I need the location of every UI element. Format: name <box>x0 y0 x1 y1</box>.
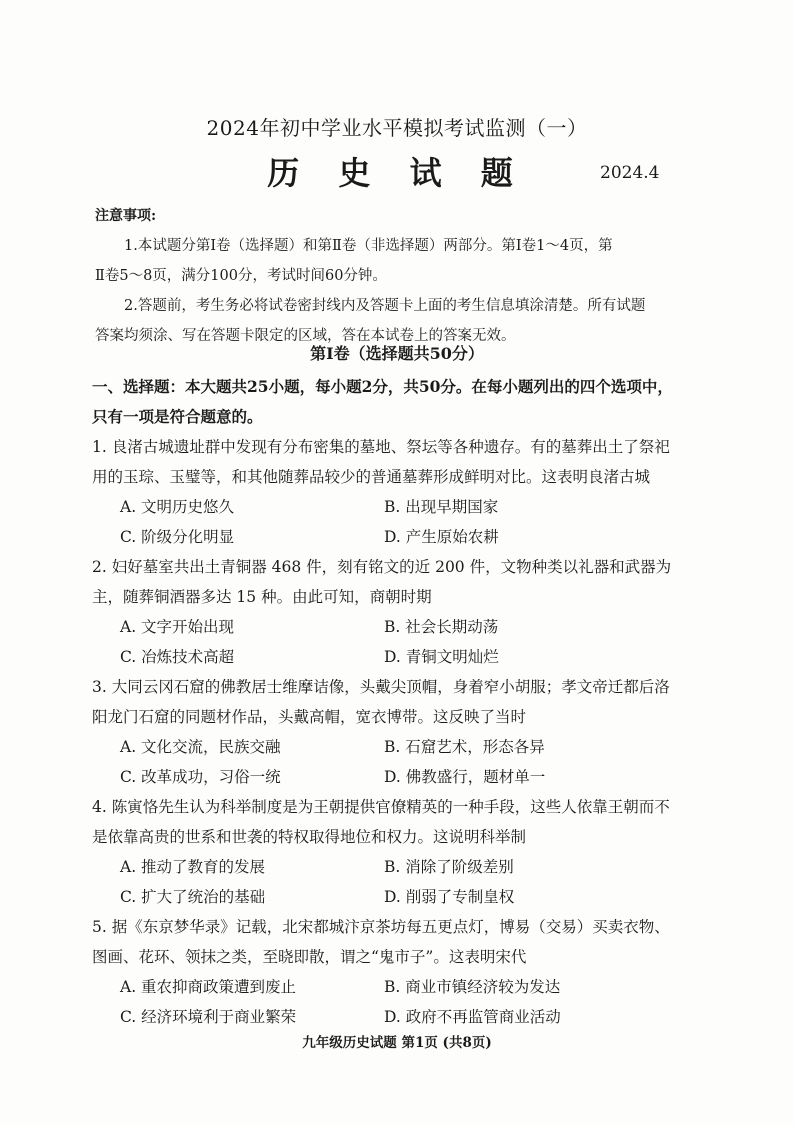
part-intro-line-2: 只有一项是符合题意的。 <box>92 407 263 426</box>
option-a: A. 文化交流，民族交融 <box>120 738 281 756</box>
option-c: C. 改革成功，习俗一统 <box>120 768 281 786</box>
option-c: C. 经济环境利于商业繁荣 <box>120 1008 297 1026</box>
question-list <box>92 432 722 1032</box>
question-stem-line: 4. 陈寅恪先生认为科举制度是为王朝提供官僚精英的一种手段，这些人依靠王朝而不 <box>92 798 670 816</box>
exam-date: 2024.4 <box>600 163 660 183</box>
notice-item-2-line-2: 答案均须涂、写在答题卡限定的区域，答在本试卷上的答案无效。 <box>95 328 516 344</box>
question-stem-line: 1. 良渚古城遗址群中发现有分布密集的墓地、祭坛等各种遗存。有的墓葬出土了祭祀 <box>92 438 670 456</box>
option-b: B. 消除了阶级差别 <box>384 858 514 876</box>
question-5 <box>92 912 722 1032</box>
option-b: B. 出现早期国家 <box>384 498 499 516</box>
question-stem-line: 是依靠高贵的世系和世袭的特权取得地位和权力。这说明科举制 <box>92 828 527 846</box>
notice-block <box>95 201 715 351</box>
question-4 <box>92 792 722 912</box>
option-d: D. 青铜文明灿烂 <box>384 648 499 666</box>
option-a: A. 文字开始出现 <box>120 618 235 636</box>
option-d: D. 产生原始农耕 <box>384 528 499 546</box>
page-footer: 九年级历史试题 第1页 (共8页) <box>302 1035 492 1051</box>
option-c: C. 扩大了统治的基础 <box>120 888 266 906</box>
option-b: B. 石窟艺术，形态各异 <box>384 738 545 756</box>
question-stem-line: 主，随葬铜酒器多达 15 种。由此可知，商朝时期 <box>92 588 432 606</box>
option-grid <box>92 612 722 672</box>
option-a: A. 重农抑商政策遭到废止 <box>120 978 297 996</box>
option-b: B. 商业市镇经济较为发达 <box>384 978 561 996</box>
part-intro <box>92 372 722 432</box>
question-3 <box>92 672 722 792</box>
exam-title: 2024年初中学业水平模拟考试监测（一） <box>206 116 588 140</box>
option-a: A. 推动了教育的发展 <box>120 858 266 876</box>
option-b: B. 社会长期动荡 <box>384 618 499 636</box>
notice-item-2-line-1: 2.答题前，考生务必将试卷密封线内及答题卡上面的考生信息填涂清楚。所有试题 <box>124 298 646 314</box>
option-c: C. 阶级分化明显 <box>120 528 235 546</box>
question-stem-line: 3. 大同云冈石窟的佛教居士维摩诘像，头戴尖顶帽，身着窄小胡服；孝文帝迁都后洛 <box>92 678 670 696</box>
subject-title: 历 史 试 题 <box>267 154 527 192</box>
notice-item-1-line-1: 1.本试题分第Ⅰ卷（选择题）和第Ⅱ卷（非选择题）两部分。第Ⅰ卷1～4页，第 <box>124 238 613 254</box>
question-stem-line: 阳龙门石窟的同题材作品，头戴高帽，宽衣博带。这反映了当时 <box>92 708 527 726</box>
option-grid <box>92 492 722 552</box>
option-grid <box>92 732 722 792</box>
option-c: C. 冶炼技术高超 <box>120 648 235 666</box>
section-title: 第Ⅰ卷（选择题共50分） <box>310 344 484 363</box>
option-d: D. 削弱了专制皇权 <box>384 888 515 906</box>
question-stem-line: 2. 妇好墓室共出土青铜器 468 件，刻有铭文的近 200 件，文物种类以礼器和武器为 <box>92 558 672 576</box>
notice-item-1-line-2: Ⅱ卷5～8页，满分100分，考试时间60分钟。 <box>95 268 387 284</box>
option-grid <box>92 852 722 912</box>
question-2 <box>92 552 722 672</box>
question-stem-line: 用的玉琮、玉璧等，和其他随葬品较少的普通墓葬形成鲜明对比。这表明良渚古城 <box>92 468 651 486</box>
question-stem-line: 图画、花环、领抹之类，至晓即散，谓之“鬼市子”。这表明宋代 <box>92 948 527 966</box>
notice-heading: 注意事项: <box>95 208 157 224</box>
option-a: A. 文明历史悠久 <box>120 498 235 516</box>
option-d: D. 佛教盛行，题材单一 <box>384 768 546 786</box>
question-1 <box>92 432 722 552</box>
part-intro-line-1: 一、选择题：本大题共25小题，每小题2分，共50分。在每小题列出的四个选项中， <box>92 377 673 396</box>
question-stem-line: 5. 据《东京梦华录》记载，北宋都城汴京茶坊每五更点灯，博易（交易）买卖衣物、 <box>92 918 670 936</box>
option-grid <box>92 972 722 1032</box>
option-d: D. 政府不再监管商业活动 <box>384 1008 561 1026</box>
